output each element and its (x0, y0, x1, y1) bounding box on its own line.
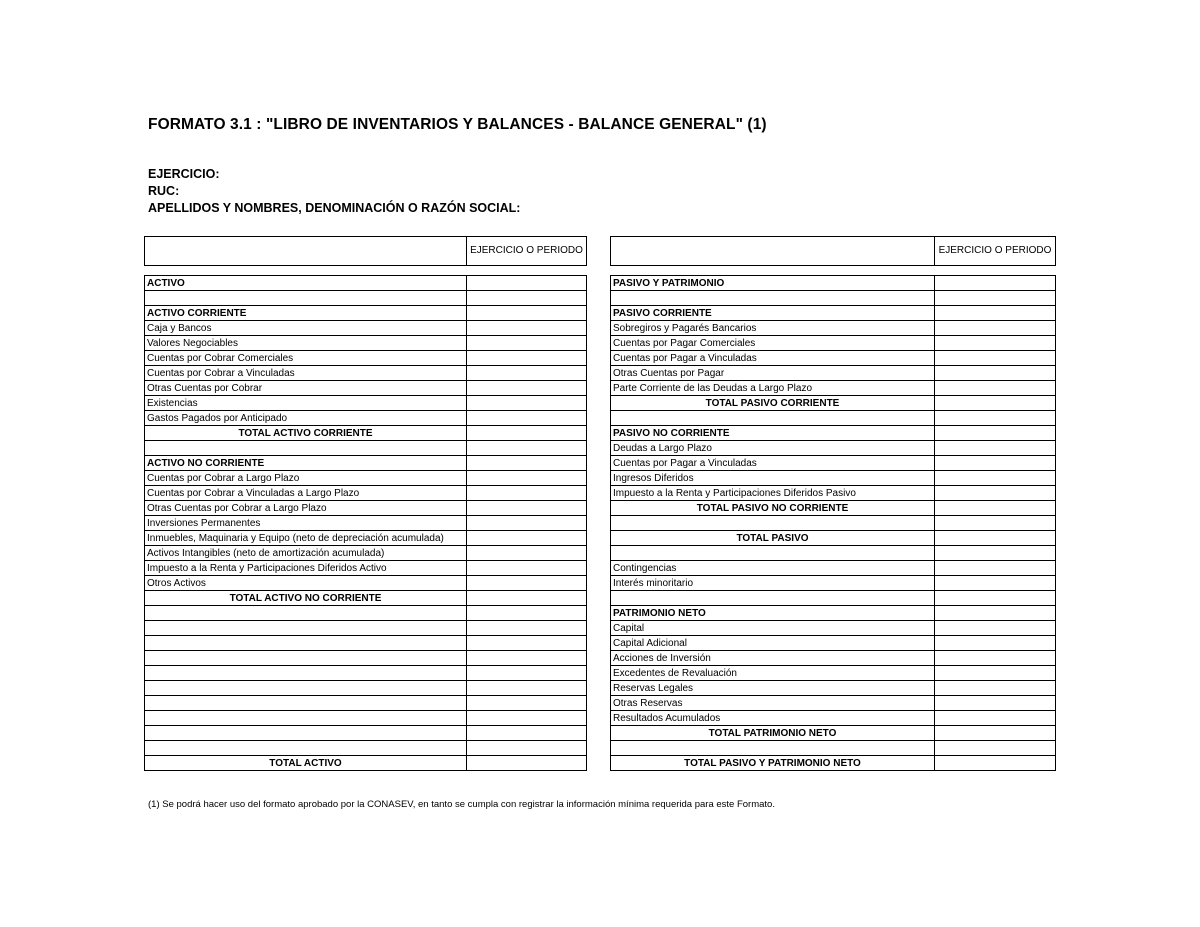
pasivo-row-value-cell[interactable] (935, 441, 1056, 456)
activo-row (145, 606, 587, 621)
pasivo-row (611, 651, 1056, 666)
pasivo-row (611, 381, 1056, 396)
activo-row (145, 381, 587, 396)
pasivo-row-label: TOTAL PASIVO CORRIENTE (611, 396, 935, 411)
pasivo-row-label: Capital Adicional (611, 636, 935, 651)
pasivo-row (611, 636, 1056, 651)
activo-row-value-cell[interactable] (467, 726, 587, 741)
activo-row-value-cell[interactable] (467, 681, 587, 696)
activo-column-header: EJERCICIO O PERIODO (467, 237, 587, 266)
pasivo-row-value-cell[interactable] (935, 576, 1056, 591)
activo-row-value-cell[interactable] (467, 381, 587, 396)
pasivo-row-label: Impuesto a la Renta y Participaciones Diferidos Pasivo (611, 486, 935, 501)
activo-row (145, 666, 587, 681)
pasivo-row-value-cell[interactable] (935, 321, 1056, 336)
activo-header-blank (145, 237, 467, 266)
pasivo-row-value-cell[interactable] (935, 651, 1056, 666)
pasivo-row (611, 471, 1056, 486)
pasivo-row-label: Cuentas por Pagar Comerciales (611, 336, 935, 351)
activo-row-value-cell[interactable] (467, 291, 587, 306)
activo-row-label: ACTIVO (145, 276, 467, 291)
activo-row-value-cell[interactable] (467, 666, 587, 681)
pasivo-row-label: Contingencias (611, 561, 935, 576)
activo-row (145, 336, 587, 351)
activo-row (145, 366, 587, 381)
activo-row (145, 696, 587, 711)
pasivo-row (611, 576, 1056, 591)
activo-row-value-cell[interactable] (467, 606, 587, 621)
activo-table (144, 236, 587, 771)
activo-row (145, 561, 587, 576)
activo-row-value-cell[interactable] (467, 531, 587, 546)
pasivo-row-value-cell[interactable] (935, 546, 1056, 561)
activo-row-value-cell[interactable] (467, 306, 587, 321)
activo-row-label: Existencias (145, 396, 467, 411)
pasivo-row-value-cell[interactable] (935, 621, 1056, 636)
pasivo-row-value-cell[interactable] (935, 291, 1056, 306)
pasivo-row (611, 666, 1056, 681)
activo-row-label: Valores Negociables (145, 336, 467, 351)
footnote: (1) Se podrá hacer uso del formato aprobado por la CONASEV, en tanto se cumpla con registrar la información mínima requerida para este Formato. (148, 799, 775, 810)
activo-row (145, 621, 587, 636)
activo-row-value-cell[interactable] (467, 696, 587, 711)
pasivo-row-value-cell[interactable] (935, 366, 1056, 381)
pasivo-row-label: Otras Cuentas por Pagar (611, 366, 935, 381)
pasivo-row (611, 306, 1056, 321)
pasivo-row-label: Acciones de Inversión (611, 651, 935, 666)
activo-row-label: Cuentas por Cobrar a Largo Plazo (145, 471, 467, 486)
activo-row (145, 681, 587, 696)
activo-row-value-cell[interactable] (467, 546, 587, 561)
activo-row-value-cell[interactable] (467, 576, 587, 591)
pasivo-row-label: TOTAL PASIVO Y PATRIMONIO NETO (611, 756, 935, 771)
pasivo-row-value-cell[interactable] (935, 591, 1056, 606)
pasivo-row-label: Sobregiros y Pagarés Bancarios (611, 321, 935, 336)
pasivo-row-value-cell[interactable] (935, 516, 1056, 531)
activo-row-label: Gastos Pagados por Anticipado (145, 411, 467, 426)
pasivo-row-label (611, 291, 935, 306)
spacer-row (145, 266, 587, 276)
pasivo-row-label: PATRIMONIO NETO (611, 606, 935, 621)
activo-row-value-cell[interactable] (467, 426, 587, 441)
activo-row-label (145, 651, 467, 666)
pasivo-row (611, 336, 1056, 351)
activo-row (145, 651, 587, 666)
activo-row-value-cell[interactable] (467, 741, 587, 756)
activo-row-value-cell[interactable] (467, 711, 587, 726)
pasivo-row-label: TOTAL PATRIMONIO NETO (611, 726, 935, 741)
activo-row-label: Inmuebles, Maquinaria y Equipo (neto de depreciación acumulada) (145, 531, 467, 546)
activo-row (145, 396, 587, 411)
ejercicio-label: EJERCICIO: (148, 167, 220, 181)
activo-row-label (145, 711, 467, 726)
activo-row-label: Caja y Bancos (145, 321, 467, 336)
activo-row (145, 306, 587, 321)
activo-table-body (145, 237, 587, 771)
activo-row-label (145, 726, 467, 741)
pasivo-row-value-cell[interactable] (935, 336, 1056, 351)
razon-social-label: APELLIDOS Y NOMBRES, DENOMINACIÓN O RAZÓN SOCIAL: (148, 201, 521, 215)
pasivo-header-row (611, 237, 1056, 266)
activo-row (145, 456, 587, 471)
pasivo-row-value-cell[interactable] (935, 726, 1056, 741)
pasivo-row-label: PASIVO CORRIENTE (611, 306, 935, 321)
activo-row (145, 741, 587, 756)
pasivo-row-label: Ingresos Diferidos (611, 471, 935, 486)
activo-row-label: Otros Activos (145, 576, 467, 591)
pasivo-table (610, 236, 1056, 771)
activo-row-label (145, 696, 467, 711)
activo-row-label (145, 621, 467, 636)
pasivo-row (611, 696, 1056, 711)
activo-row (145, 276, 587, 291)
activo-row-value-cell[interactable] (467, 756, 587, 771)
pasivo-row-value-cell[interactable] (935, 711, 1056, 726)
page-title: FORMATO 3.1 : "LIBRO DE INVENTARIOS Y BALANCES - BALANCE GENERAL" (1) (148, 116, 767, 133)
pasivo-row (611, 291, 1056, 306)
activo-row-label (145, 441, 467, 456)
activo-row-label (145, 636, 467, 651)
pasivo-row (611, 606, 1056, 621)
pasivo-row (611, 711, 1056, 726)
ruc-label: RUC: (148, 184, 180, 198)
pasivo-row-label: Cuentas por Pagar a Vinculadas (611, 351, 935, 366)
pasivo-row-label: Deudas a Largo Plazo (611, 441, 935, 456)
pasivo-row (611, 321, 1056, 336)
activo-row (145, 441, 587, 456)
pasivo-column-header: EJERCICIO O PERIODO (935, 237, 1056, 266)
pasivo-row-value-cell[interactable] (935, 276, 1056, 291)
pasivo-row-label (611, 741, 935, 756)
pasivo-row-value-cell[interactable] (935, 636, 1056, 651)
activo-row (145, 711, 587, 726)
activo-row (145, 756, 587, 771)
pasivo-row-value-cell[interactable] (935, 381, 1056, 396)
pasivo-row-label: Reservas Legales (611, 681, 935, 696)
activo-row-label (145, 291, 467, 306)
pasivo-row-label: PASIVO Y PATRIMONIO (611, 276, 935, 291)
pasivo-row-value-cell[interactable] (935, 681, 1056, 696)
pasivo-row-label: Otras Reservas (611, 696, 935, 711)
activo-row-label: TOTAL ACTIVO NO CORRIENTE (145, 591, 467, 606)
pasivo-row-label (611, 546, 935, 561)
activo-row (145, 426, 587, 441)
activo-row (145, 516, 587, 531)
activo-row-label (145, 681, 467, 696)
pasivo-row (611, 426, 1056, 441)
spacer-row (611, 266, 1056, 276)
activo-row-value-cell[interactable] (467, 336, 587, 351)
activo-row-value-cell[interactable] (467, 651, 587, 666)
pasivo-row-label: Cuentas por Pagar a Vinculadas (611, 456, 935, 471)
activo-row-value-cell[interactable] (467, 516, 587, 531)
pasivo-row (611, 741, 1056, 756)
pasivo-row-value-cell[interactable] (935, 756, 1056, 771)
activo-row-label: Cuentas por Cobrar a Vinculadas (145, 366, 467, 381)
activo-row-value-cell[interactable] (467, 636, 587, 651)
activo-row (145, 471, 587, 486)
activo-row-value-cell[interactable] (467, 501, 587, 516)
activo-row (145, 531, 587, 546)
activo-row-label: TOTAL ACTIVO CORRIENTE (145, 426, 467, 441)
activo-row-label: ACTIVO CORRIENTE (145, 306, 467, 321)
activo-row-value-cell[interactable] (467, 366, 587, 381)
pasivo-row (611, 366, 1056, 381)
pasivo-row-label: Resultados Acumulados (611, 711, 935, 726)
pasivo-row-value-cell[interactable] (935, 666, 1056, 681)
pasivo-row (611, 351, 1056, 366)
pasivo-row-label: PASIVO NO CORRIENTE (611, 426, 935, 441)
pasivo-row-value-cell[interactable] (935, 306, 1056, 321)
pasivo-row-label (611, 591, 935, 606)
activo-row-label: Otras Cuentas por Cobrar (145, 381, 467, 396)
activo-row (145, 726, 587, 741)
activo-row-label (145, 606, 467, 621)
activo-row-value-cell[interactable] (467, 276, 587, 291)
activo-row-value-cell[interactable] (467, 486, 587, 501)
pasivo-header-blank (611, 237, 935, 266)
pasivo-row-value-cell[interactable] (935, 486, 1056, 501)
activo-row-value-cell[interactable] (467, 591, 587, 606)
activo-row (145, 591, 587, 606)
pasivo-row-value-cell[interactable] (935, 426, 1056, 441)
pasivo-row (611, 396, 1056, 411)
pasivo-row (611, 681, 1056, 696)
activo-row (145, 501, 587, 516)
activo-header-row (145, 237, 587, 266)
pasivo-row-label: Excedentes de Revaluación (611, 666, 935, 681)
pasivo-row-value-cell[interactable] (935, 411, 1056, 426)
pasivo-row-label (611, 516, 935, 531)
activo-row-value-cell[interactable] (467, 456, 587, 471)
activo-row-label: Cuentas por Cobrar Comerciales (145, 351, 467, 366)
pasivo-row (611, 531, 1056, 546)
pasivo-row-value-cell[interactable] (935, 561, 1056, 576)
pasivo-row (611, 621, 1056, 636)
activo-row (145, 546, 587, 561)
activo-row-label: Otras Cuentas por Cobrar a Largo Plazo (145, 501, 467, 516)
pasivo-row (611, 441, 1056, 456)
activo-row-value-cell[interactable] (467, 441, 587, 456)
pasivo-row (611, 456, 1056, 471)
pasivo-row-value-cell[interactable] (935, 501, 1056, 516)
activo-row-value-cell[interactable] (467, 321, 587, 336)
activo-row-label: TOTAL ACTIVO (145, 756, 467, 771)
activo-row (145, 351, 587, 366)
pasivo-row (611, 591, 1056, 606)
pasivo-row-value-cell[interactable] (935, 456, 1056, 471)
activo-row (145, 636, 587, 651)
activo-row (145, 486, 587, 501)
pasivo-row-value-cell[interactable] (935, 741, 1056, 756)
activo-row (145, 576, 587, 591)
pasivo-row (611, 516, 1056, 531)
activo-row-value-cell[interactable] (467, 621, 587, 636)
activo-row-label: Cuentas por Cobrar a Vinculadas a Largo Plazo (145, 486, 467, 501)
pasivo-row (611, 411, 1056, 426)
pasivo-row-label: Parte Corriente de las Deudas a Largo Plazo (611, 381, 935, 396)
pasivo-row (611, 756, 1056, 771)
pasivo-row-value-cell[interactable] (935, 396, 1056, 411)
pasivo-row (611, 501, 1056, 516)
pasivo-row-label: TOTAL PASIVO (611, 531, 935, 546)
pasivo-row-value-cell[interactable] (935, 471, 1056, 486)
pasivo-row-value-cell[interactable] (935, 696, 1056, 711)
activo-row-value-cell[interactable] (467, 561, 587, 576)
activo-row-label (145, 741, 467, 756)
pasivo-row (611, 486, 1056, 501)
pasivo-row-label: Capital (611, 621, 935, 636)
activo-row-label: Activos Intangibles (neto de amortización acumulada) (145, 546, 467, 561)
pasivo-row-label: Interés minoritario (611, 576, 935, 591)
pasivo-row-label (611, 411, 935, 426)
pasivo-table-body (611, 237, 1056, 771)
activo-row-value-cell[interactable] (467, 471, 587, 486)
activo-row-label: Impuesto a la Renta y Participaciones Diferidos Activo (145, 561, 467, 576)
pasivo-row-value-cell[interactable] (935, 606, 1056, 621)
activo-row-label (145, 666, 467, 681)
pasivo-row (611, 276, 1056, 291)
activo-row-value-cell[interactable] (467, 396, 587, 411)
pasivo-row (611, 561, 1056, 576)
activo-row-label: Inversiones Permanentes (145, 516, 467, 531)
activo-row-label: ACTIVO NO CORRIENTE (145, 456, 467, 471)
pasivo-row-label: TOTAL PASIVO NO CORRIENTE (611, 501, 935, 516)
pasivo-row-value-cell[interactable] (935, 531, 1056, 546)
activo-row-value-cell[interactable] (467, 351, 587, 366)
activo-row (145, 411, 587, 426)
pasivo-row (611, 546, 1056, 561)
activo-row-value-cell[interactable] (467, 411, 587, 426)
activo-row (145, 291, 587, 306)
pasivo-row (611, 726, 1056, 741)
pasivo-row-value-cell[interactable] (935, 351, 1056, 366)
activo-row (145, 321, 587, 336)
